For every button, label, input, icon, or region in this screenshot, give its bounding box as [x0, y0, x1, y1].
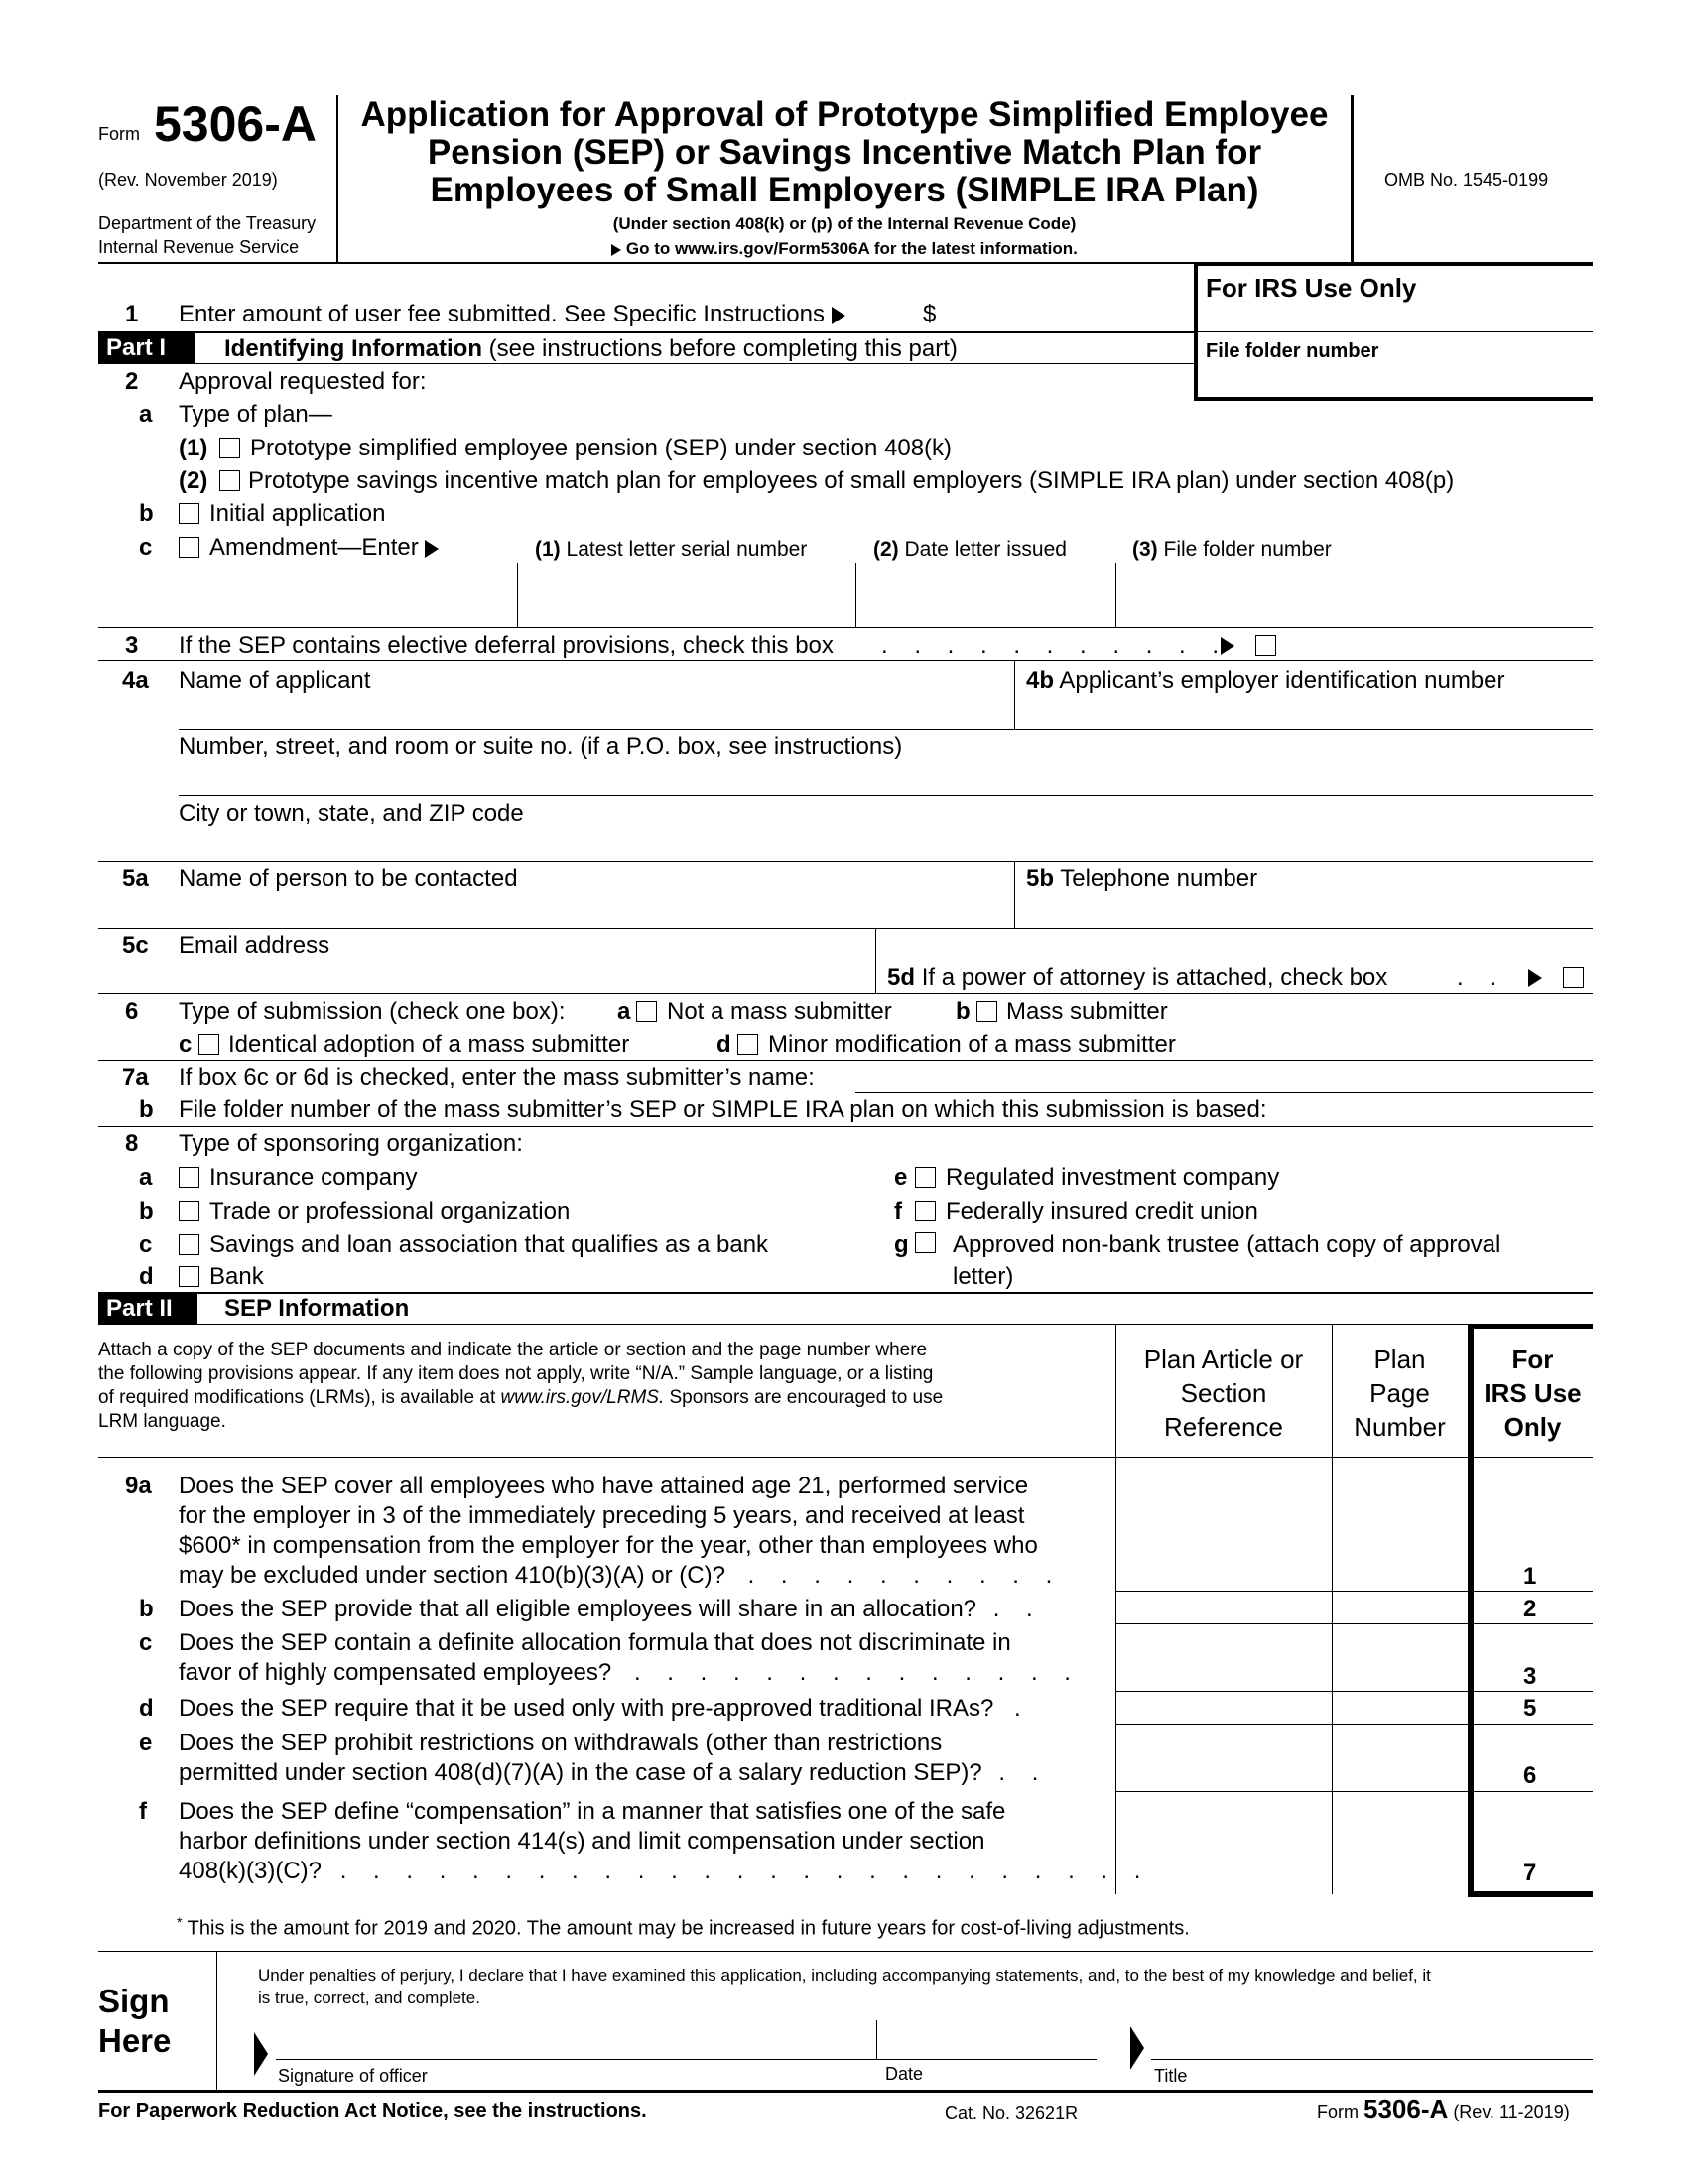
line-2a2-label: (2): [179, 467, 208, 494]
line-6b-letter: b: [956, 998, 971, 1025]
telephone-input[interactable]: [1018, 895, 1592, 927]
street-address-input[interactable]: [179, 762, 1593, 794]
9e-page-input[interactable]: [1334, 1726, 1467, 1790]
latest-letter-serial-label: (1) Latest letter serial number: [535, 538, 808, 561]
line-5d-dots: . .: [1457, 964, 1507, 991]
line-3-dots: . . . . . . . . . . .: [881, 632, 1230, 659]
line-7b-letter: b: [139, 1096, 154, 1123]
form-title-line-1: Application for Approval of Prototype Simplified Employee: [360, 95, 1329, 134]
line-2-number: 2: [125, 368, 139, 395]
line-7a-number: 7a: [122, 1064, 149, 1091]
line-5c-number: 5c: [122, 932, 149, 959]
irs-code-2: 2: [1523, 1596, 1537, 1622]
rule-after-street: [179, 795, 1593, 796]
footer-form-id: Form 5306-A (Rev. 11-2019): [1317, 2094, 1570, 2123]
line-2c-text: Amendment—Enter: [209, 533, 439, 563]
part2-bottom-rule: [98, 1324, 1468, 1325]
irs-code-7: 7: [1523, 1860, 1537, 1886]
line-8f-letter: f: [894, 1198, 902, 1224]
form-label: Form: [98, 124, 140, 144]
credit-union-checkbox[interactable]: [915, 1201, 936, 1221]
part1-label: Part I: [98, 333, 195, 363]
irs-file-folder-label: File folder number: [1206, 340, 1379, 362]
part1-heading: Identifying Information (see instructions before completing this part): [224, 335, 958, 362]
line-8d-text: Bank: [209, 1263, 264, 1290]
elective-deferral-checkbox[interactable]: [1255, 635, 1276, 656]
col-plan-page-header: Plan Page Number: [1354, 1345, 1446, 1442]
title-input[interactable]: [1151, 2020, 1593, 2058]
irs-box-bottom-border: [1194, 397, 1593, 401]
grid-row-9a: [1115, 1591, 1593, 1592]
form-title-line-3: Employees of Small Employers (SIMPLE IRA Plan): [430, 171, 1259, 209]
email-input[interactable]: [179, 961, 873, 992]
irs-box-divider: [1198, 331, 1593, 332]
part2-intro-3: of required modifications (LRMs), is available at www.irs.gov/LRMS. Sponsors are encouraged to use: [98, 1387, 944, 1408]
line-4a-text: Name of applicant: [179, 667, 371, 694]
9a-page-input[interactable]: [1334, 1459, 1467, 1590]
line-2b-text: Initial application: [209, 500, 386, 527]
line-8e-text: Regulated investment company: [946, 1164, 1280, 1191]
line-1-dollar: $: [923, 301, 937, 327]
line-3-text: If the SEP contains elective deferral provisions, check this box: [179, 632, 834, 659]
irs-code-6: 6: [1523, 1762, 1537, 1789]
amendment-checkbox[interactable]: [179, 537, 199, 558]
line-9a-text: Does the SEP cover all employees who have attained age 21, performed service for the employer in 3 of the immediately preceding 5 years, and received at least $600* in compensation from the employer for the year, other than employees who may be excluded under section 410(b)(3)(A) or (C)? . . . . . . . . . .: [179, 1473, 1063, 1589]
date-divider: [876, 2020, 877, 2060]
line-6c-text: Identical adoption of a mass submitter: [228, 1031, 630, 1058]
rule-after-line5: [98, 993, 1593, 994]
rule-after-line2: [98, 627, 1593, 628]
signature-arrow-icon: [254, 2032, 268, 2076]
minor-modification-checkbox[interactable]: [737, 1034, 758, 1055]
header-divider-right: [1351, 95, 1354, 262]
city-state-zip-label: City or town, state, and ZIP code: [179, 800, 524, 827]
9c-page-input[interactable]: [1334, 1625, 1467, 1690]
amend-divider-2: [855, 563, 856, 627]
irs-col-left-border: [1468, 1324, 1474, 1897]
line-6a-letter: a: [617, 998, 631, 1025]
footnote: * This is the amount for 2019 and 2020. The amount may be increased in future years for cost-of-living adjustments.: [177, 1914, 1190, 1940]
part2-intro-1: Attach a copy of the SEP documents and indicate the article or section and the page number where: [98, 1340, 928, 1360]
grid-v-2: [1332, 1325, 1333, 1894]
part2-intro-2: the following provisions appear. If any item does not apply, write “N/A.” Sample language, or a listing: [98, 1363, 934, 1384]
line-6a-text: Not a mass submitter: [667, 998, 892, 1025]
irs-use-only-title: For IRS Use Only: [1206, 273, 1417, 303]
line-2a2-text: Prototype savings incentive match plan for employees of small employers (SIMPLE IRA plan) under section 408(p): [248, 467, 1455, 494]
irs-code-3: 3: [1523, 1663, 1537, 1690]
amend-file-folder-input[interactable]: [1117, 566, 1592, 625]
line-2a-text: Type of plan—: [179, 401, 332, 428]
part1-bottom-rule: [98, 363, 1194, 364]
line-9d-text: Does the SEP require that it be used only with pre-approved traditional IRAs? .: [179, 1695, 1031, 1722]
line-8g-letter: g: [894, 1231, 909, 1258]
line-1-text: Enter amount of user fee submitted. See Specific Instructions: [179, 300, 845, 329]
line-6d-letter: d: [716, 1031, 731, 1058]
line-2b-letter: b: [139, 500, 154, 527]
date-label: Date: [885, 2064, 924, 2084]
treasury-department: Department of the Treasury: [98, 213, 317, 233]
line-2-text: Approval requested for:: [179, 368, 427, 395]
line-8c-text: Savings and loan association that qualifies as a bank: [209, 1231, 769, 1258]
line-6c-letter: c: [179, 1031, 193, 1058]
9d-article-input[interactable]: [1117, 1693, 1331, 1723]
line-5a-number: 5a: [122, 865, 149, 892]
sep-408k-checkbox[interactable]: [219, 438, 240, 458]
part1-top-rule: [98, 331, 1194, 333]
grid-row-9c: [1115, 1691, 1593, 1692]
irs-code-1: 1: [1523, 1563, 1537, 1590]
line-2a1-text: Prototype simplified employee pension (SEP) under section 408(k): [250, 435, 953, 461]
arrow-icon: [425, 540, 439, 558]
line-3-number: 3: [125, 632, 139, 659]
irs-code-5: 5: [1523, 1695, 1537, 1722]
line-5c-text: Email address: [179, 932, 330, 959]
perjury-statement-1: Under penalties of perjury, I declare that I have examined this application, including accompanying statements, and, to the best of my knowledge and belief, it: [258, 1966, 1431, 1985]
city-state-zip-input[interactable]: [179, 829, 1593, 860]
part2-title: SEP Information: [224, 1295, 410, 1322]
insurance-company-checkbox[interactable]: [179, 1167, 199, 1188]
latest-letter-serial-input[interactable]: [519, 566, 854, 625]
form-subtitle-2: [338, 238, 1351, 260]
non-bank-trustee-checkbox[interactable]: [915, 1232, 936, 1253]
form-subtitle-1: (Under section 408(k) or (p) of the Internal Revenue Code): [612, 214, 1077, 233]
irs-col-bottom-rule: [1468, 1891, 1593, 1897]
line-9b-letter: b: [139, 1596, 154, 1622]
arrow-icon: [1528, 969, 1542, 987]
line-9f-text: Does the SEP define “compensation” in a manner that satisfies one of the safe harbor definitions under section 414(s) and limit compensation under section 408(k)(3)(C)? . . . . . . . . . . . . . . . . . . . . . . . . .: [179, 1798, 1151, 1884]
title-label: Title: [1154, 2066, 1188, 2086]
amend-divider-1: [517, 563, 518, 627]
line-8g-text-cont: letter): [953, 1263, 1014, 1290]
line-9a-number: 9a: [125, 1473, 152, 1499]
perjury-statement-2: is true, correct, and complete.: [258, 1989, 480, 2007]
line-5b-text: 5b Telephone number: [1026, 865, 1258, 892]
9a-article-input[interactable]: [1117, 1459, 1331, 1590]
rule-after-city: [98, 861, 1593, 862]
line-9f-letter: f: [139, 1798, 147, 1825]
line-8a-letter: a: [139, 1164, 153, 1191]
title-arrow-icon: [1130, 2026, 1144, 2070]
line-6-number: 6: [125, 998, 139, 1025]
line-9d-letter: d: [139, 1695, 154, 1722]
not-mass-submitter-checkbox[interactable]: [636, 1001, 657, 1022]
lrms-link[interactable]: www.irs.gov/LRMS.: [500, 1387, 665, 1408]
form-title-line-2: Pension (SEP) or Savings Incentive Match Plan for: [427, 133, 1262, 172]
form-number: 5306-A: [154, 96, 317, 152]
line-2a-letter: a: [139, 401, 153, 428]
9b-article-input[interactable]: [1117, 1593, 1331, 1622]
date-letter-issued-input[interactable]: [857, 566, 1114, 625]
line-8b-letter: b: [139, 1198, 154, 1224]
grid-header-rule: [98, 1457, 1593, 1458]
catalog-number: Cat. No. 32621R: [945, 2103, 1079, 2122]
line-4b-text: 4b Applicant’s employer identification number: [1026, 667, 1505, 694]
initial-application-checkbox[interactable]: [179, 503, 199, 524]
bank-checkbox[interactable]: [179, 1266, 199, 1287]
9d-page-input[interactable]: [1334, 1693, 1467, 1723]
line-2a1-label: (1): [179, 435, 208, 461]
line-8d-letter: d: [139, 1263, 154, 1290]
grid-row-9d: [1115, 1724, 1593, 1725]
line-8-text: Type of sponsoring organization:: [179, 1130, 523, 1157]
header-bottom-rule: [98, 262, 1197, 264]
rule-after-line5a: [98, 928, 1593, 929]
arrow-icon: [611, 244, 621, 256]
user-fee-input[interactable]: [943, 296, 1191, 329]
identical-adoption-checkbox[interactable]: [198, 1034, 219, 1055]
applicant-name-input[interactable]: [179, 697, 1012, 728]
line-6d-text: Minor modification of a mass submitter: [768, 1031, 1176, 1058]
line-8a-text: Insurance company: [209, 1164, 418, 1191]
9e-article-input[interactable]: [1117, 1726, 1331, 1790]
grid-v-1: [1115, 1325, 1116, 1894]
latest-info-link[interactable]: Go to www.irs.gov/Form5306A for the latest information.: [625, 239, 1078, 258]
irs-name: Internal Revenue Service: [98, 237, 300, 257]
line-7a-text: If box 6c or 6d is checked, enter the mass submitter’s name:: [179, 1064, 815, 1091]
trade-organization-checkbox[interactable]: [179, 1201, 199, 1221]
contact-name-input[interactable]: [179, 895, 1012, 927]
footer-top-rule: [98, 2090, 1593, 2093]
line-6-text: Type of submission (check one box):: [179, 998, 566, 1025]
9f-page-input[interactable]: [1334, 1793, 1467, 1892]
sign-divider: [216, 1951, 217, 2090]
header-right-rule: [1194, 262, 1593, 266]
arrow-icon: [1221, 637, 1234, 655]
simple-ira-408p-checkbox[interactable]: [219, 470, 240, 491]
rule-after-line6: [98, 1060, 1593, 1061]
line-8c-letter: c: [139, 1231, 153, 1258]
street-address-label: Number, street, and room or suite no. (if a P.O. box, see instructions): [179, 733, 903, 760]
power-of-attorney-checkbox[interactable]: [1563, 967, 1584, 988]
rule-after-line4a: [179, 729, 1593, 730]
amend-divider-3: [1115, 563, 1116, 627]
regulated-investment-checkbox[interactable]: [915, 1167, 936, 1188]
line4-divider: [1014, 660, 1015, 730]
arrow-icon: [832, 307, 845, 324]
line-1-number: 1: [125, 301, 139, 327]
ein-input[interactable]: [1018, 697, 1592, 728]
line5c-divider: [875, 928, 876, 994]
paperwork-notice: For Paperwork Reduction Act Notice, see the instructions.: [98, 2100, 647, 2121]
col-irs-use-header: For IRS Use Only: [1484, 1345, 1582, 1442]
signature-input[interactable]: [276, 2020, 876, 2058]
col-plan-article-header: Plan Article or Section Reference: [1143, 1345, 1304, 1442]
date-letter-issued-label: (2) Date letter issued: [873, 538, 1067, 561]
line-8-number: 8: [125, 1130, 139, 1157]
line-7b-text: File folder number of the mass submitter’s SEP or SIMPLE IRA plan on which this submission is based:: [179, 1096, 1267, 1123]
line-2c-letter: c: [139, 534, 153, 561]
9b-page-input[interactable]: [1334, 1593, 1467, 1622]
line-8b-text: Trade or professional organization: [209, 1198, 571, 1224]
line-8g-text: Approved non-bank trustee (attach copy of approval: [953, 1231, 1501, 1258]
line-8f-text: Federally insured credit union: [946, 1198, 1258, 1224]
savings-loan-checkbox[interactable]: [179, 1234, 199, 1255]
9c-article-input[interactable]: [1117, 1625, 1331, 1690]
grid-row-9e: [1115, 1791, 1593, 1792]
sign-here-title: Sign Here: [98, 1983, 172, 2059]
line-5a-text: Name of person to be contacted: [179, 865, 518, 892]
date-input[interactable]: [879, 2020, 1096, 2058]
form-revision: (Rev. November 2019): [98, 170, 278, 190]
signature-rule: [276, 2059, 1097, 2060]
line-6b-text: Mass submitter: [1006, 998, 1168, 1025]
rule-after-line7: [98, 1126, 1593, 1127]
title-rule: [1151, 2059, 1593, 2060]
rule-7a-field: [855, 1092, 1593, 1093]
sign-top-rule: [98, 1951, 1593, 1952]
mass-submitter-name-input[interactable]: [855, 1063, 1592, 1092]
part2-label: Part II: [98, 1294, 197, 1324]
grid-row-9b: [1115, 1623, 1593, 1624]
line-5d-text: 5d If a power of attorney is attached, check box: [887, 964, 1388, 991]
line-9b-text: Does the SEP provide that all eligible employees will share in an allocation? . .: [179, 1596, 1043, 1622]
irs-col-top-rule: [1468, 1324, 1593, 1329]
mass-submitter-checkbox[interactable]: [976, 1001, 997, 1022]
rule-after-line3: [98, 660, 1593, 661]
omb-number: OMB No. 1545-0199: [1384, 170, 1549, 190]
line-9c-letter: c: [139, 1629, 153, 1656]
line-9c-text: Does the SEP contain a definite allocation formula that does not discriminate in favor of highly compensated employees? . . . . . . . . . . . . . .: [179, 1629, 1081, 1686]
mass-submitter-folder-input[interactable]: [1326, 1095, 1592, 1125]
line-4a-number: 4a: [122, 667, 149, 694]
file-folder-number-label: (3) File folder number: [1132, 538, 1332, 561]
line-9e-text: Does the SEP prohibit restrictions on withdrawals (other than restrictions permitted under section 408(d)(7)(A) in the case of a salary reduction SEP)? . .: [179, 1730, 1049, 1786]
signature-label: Signature of officer: [278, 2066, 428, 2086]
part2-intro-4: LRM language.: [98, 1411, 226, 1432]
line5-divider: [1014, 861, 1015, 928]
line-8e-letter: e: [894, 1164, 908, 1191]
line-9e-letter: e: [139, 1730, 153, 1756]
